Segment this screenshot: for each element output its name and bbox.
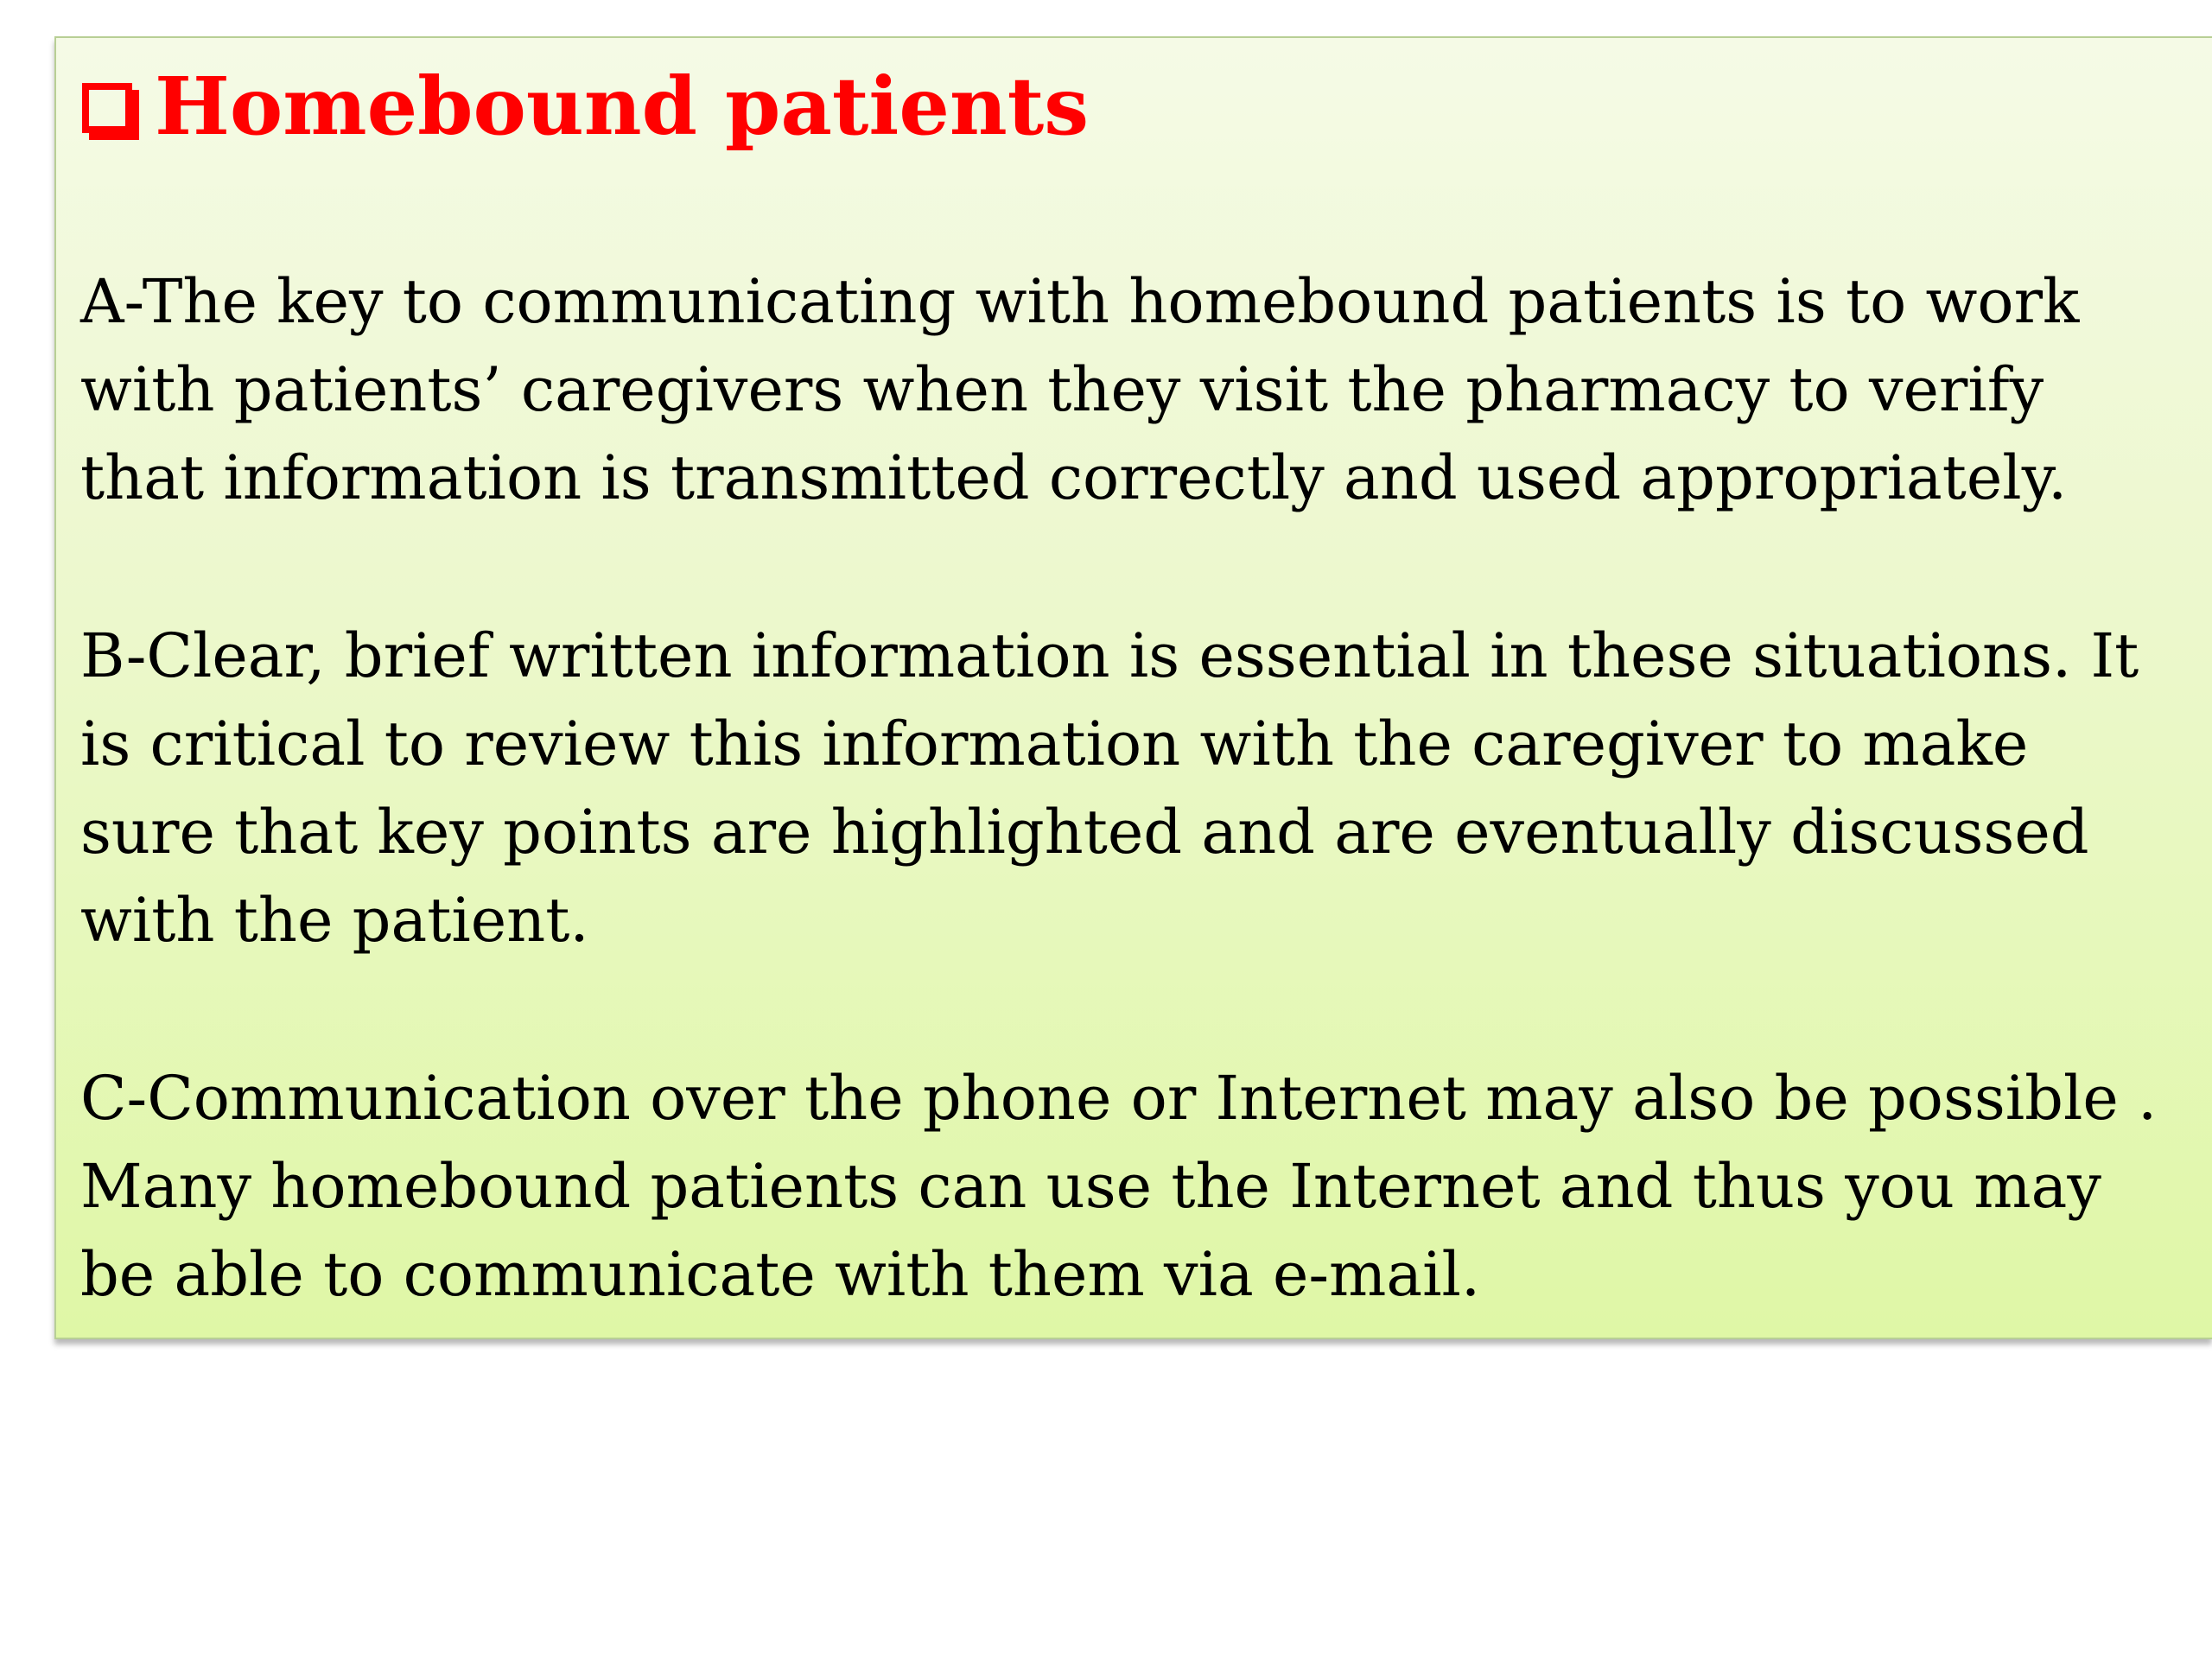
paragraph-line: sure that key points are highlighted and are eventually discussed	[80, 797, 2089, 868]
content-box	[54, 36, 2212, 1339]
square-bullet-icon	[82, 83, 132, 133]
paragraph-b	[80, 612, 2139, 964]
paragraph-line: is critical to review this information with the caregiver to make	[80, 709, 2029, 779]
paragraph-line: C-Communication over the phone or Internet may also be possible .	[80, 1063, 2158, 1134]
paragraph-line: that information is transmitted correctly and used appropriately.	[80, 442, 2068, 513]
paragraph-line: with the patient.	[80, 885, 589, 956]
paragraph-line: B-Clear, brief written information is essential in these situations. It	[80, 620, 2139, 691]
slide-title-text: Homebound patients	[155, 60, 1090, 153]
paragraph-line: be able to communicate with them via e-mail.	[80, 1239, 1481, 1310]
paragraph-line: A-The key to communicating with homebound patients is to work	[80, 266, 2080, 337]
paragraph-a	[80, 257, 2079, 522]
slide-title	[82, 59, 1089, 154]
paragraph-line: with patients’ caregivers when they visit the pharmacy to verify	[80, 354, 2044, 425]
paragraph-c	[80, 1054, 2157, 1319]
paragraph-line: Many homebound patients can use the Internet and thus you may	[80, 1151, 2101, 1222]
